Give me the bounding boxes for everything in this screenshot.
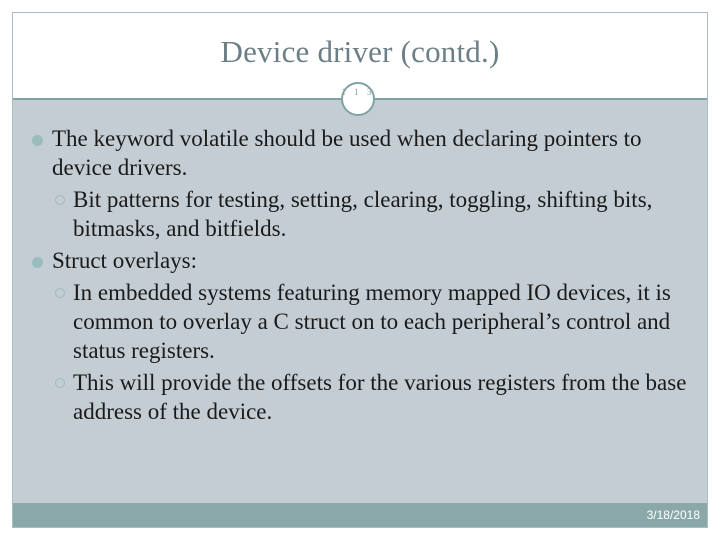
hollow-bullet-icon: [55, 288, 65, 298]
sub-bullet-item: [30, 185, 690, 243]
sub-bullet-item: [30, 368, 690, 426]
footer-bar: [13, 503, 707, 527]
sub-bullet-text: Bit patterns for testing, setting, clearing, toggling, shifting bits, bitmasks, and bitfields.: [73, 187, 653, 241]
bullet-text: The keyword volatile should be used when declaring pointers to device drivers.: [52, 126, 642, 180]
bullet-item: [30, 246, 690, 275]
sub-bullet-text: In embedded systems featuring memory mapped IO devices, it is common to overlay a C struct on to each peripheral’s control and status registers.: [73, 280, 671, 363]
sub-bullet-item: [30, 278, 690, 365]
hollow-bullet-icon: [55, 378, 65, 388]
slide-date: 3/18/2018: [646, 508, 700, 522]
filled-bullet-icon: [32, 135, 43, 146]
hollow-bullet-icon: [55, 195, 65, 205]
slide-number: 1 1 3: [341, 87, 375, 97]
sub-bullet-text: This will provide the offsets for the various registers from the base address of the device.: [73, 370, 687, 424]
slide-title: Device driver (contd.): [220, 34, 500, 69]
filled-bullet-icon: [32, 257, 43, 268]
bullet-item: [30, 124, 690, 182]
bullet-text: Struct overlays:: [52, 248, 197, 273]
slide-content: [30, 124, 690, 429]
